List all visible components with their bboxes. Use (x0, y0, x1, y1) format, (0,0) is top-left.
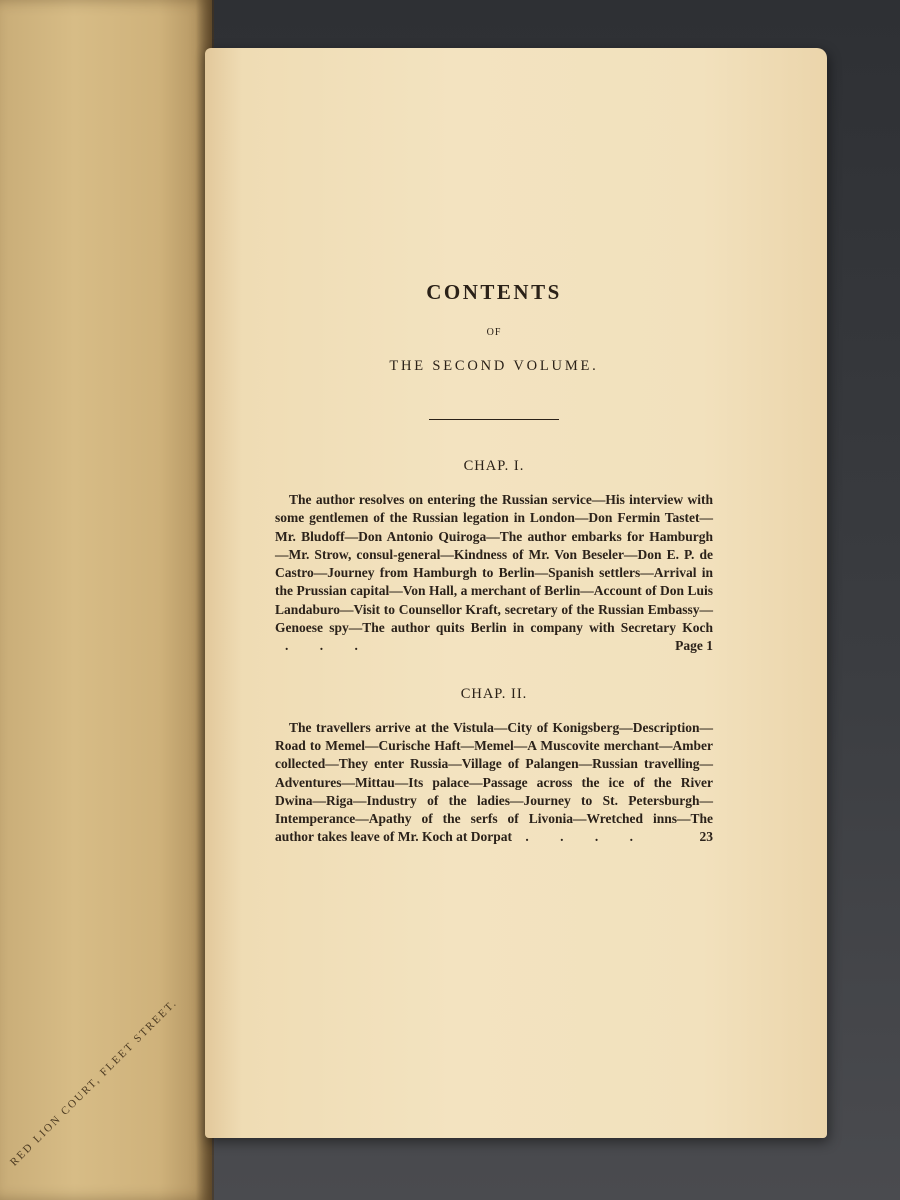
chapter-2-leader: . . . . (525, 829, 647, 845)
contents-of-label: OF (486, 327, 502, 338)
chapter-2-summary (275, 719, 713, 847)
printer-imprint: RED LION COURT, FLEET STREET. (8, 996, 180, 1169)
left-page (0, 0, 212, 1200)
chapter-2-summary-text: The travellers arrive at the Vistula—City of Konigsberg—Description—Road to Memel—Curische Haft—Memel—A Muscovite merchant—Amber collected—They enter Russia—Village of Palangen—Russian travelling—Adventures—Mittau—Its palace—Passage across the ice of the River Dwina—Riga—Industry of the ladies—Journey to St. Petersburgh—Intemperance—Apathy of the serfs of Livonia—Wretched inns—The author takes leave of Mr. Koch at Dorpat (275, 719, 713, 845)
table-of-contents (275, 280, 713, 847)
chapter-1-heading: CHAP. I. (463, 458, 525, 474)
chapter-2-page-ref: 23 (699, 829, 713, 845)
chapter-1-summary-text: The author resolves on entering the Russian service—His interview with some gentlemen of the Russian legation in London—Don Fermin Tastet—Mr. Bludoff—Don Antonio Quiroga—The author embarks for Hamburgh—Mr. Strow, consul-general—Kindness of Mr. Von Beseler—Don E. P. de Castro—Journey from Hamburgh to Berlin—Spanish settlers—Arrival in the Prussian capital—Von Hall, a merchant of Berlin—Account of Don Luis Landaburo—Visit to Counsellor Kraft, secretary of the Russian Embassy—Genoese spy—The author quits Berlin in company with Secretary Koch (275, 492, 713, 636)
chapter-1-leader: . . . (285, 638, 372, 654)
chapter-1-page-ref: Page 1 (675, 638, 713, 654)
right-page (205, 48, 827, 1138)
chapter-1-summary (275, 491, 713, 656)
chapter-2-heading: CHAP. II. (460, 685, 528, 702)
title-divider (429, 419, 559, 420)
volume-title: THE SECOND VOLUME. (389, 358, 599, 374)
contents-title: CONTENTS (426, 280, 562, 304)
